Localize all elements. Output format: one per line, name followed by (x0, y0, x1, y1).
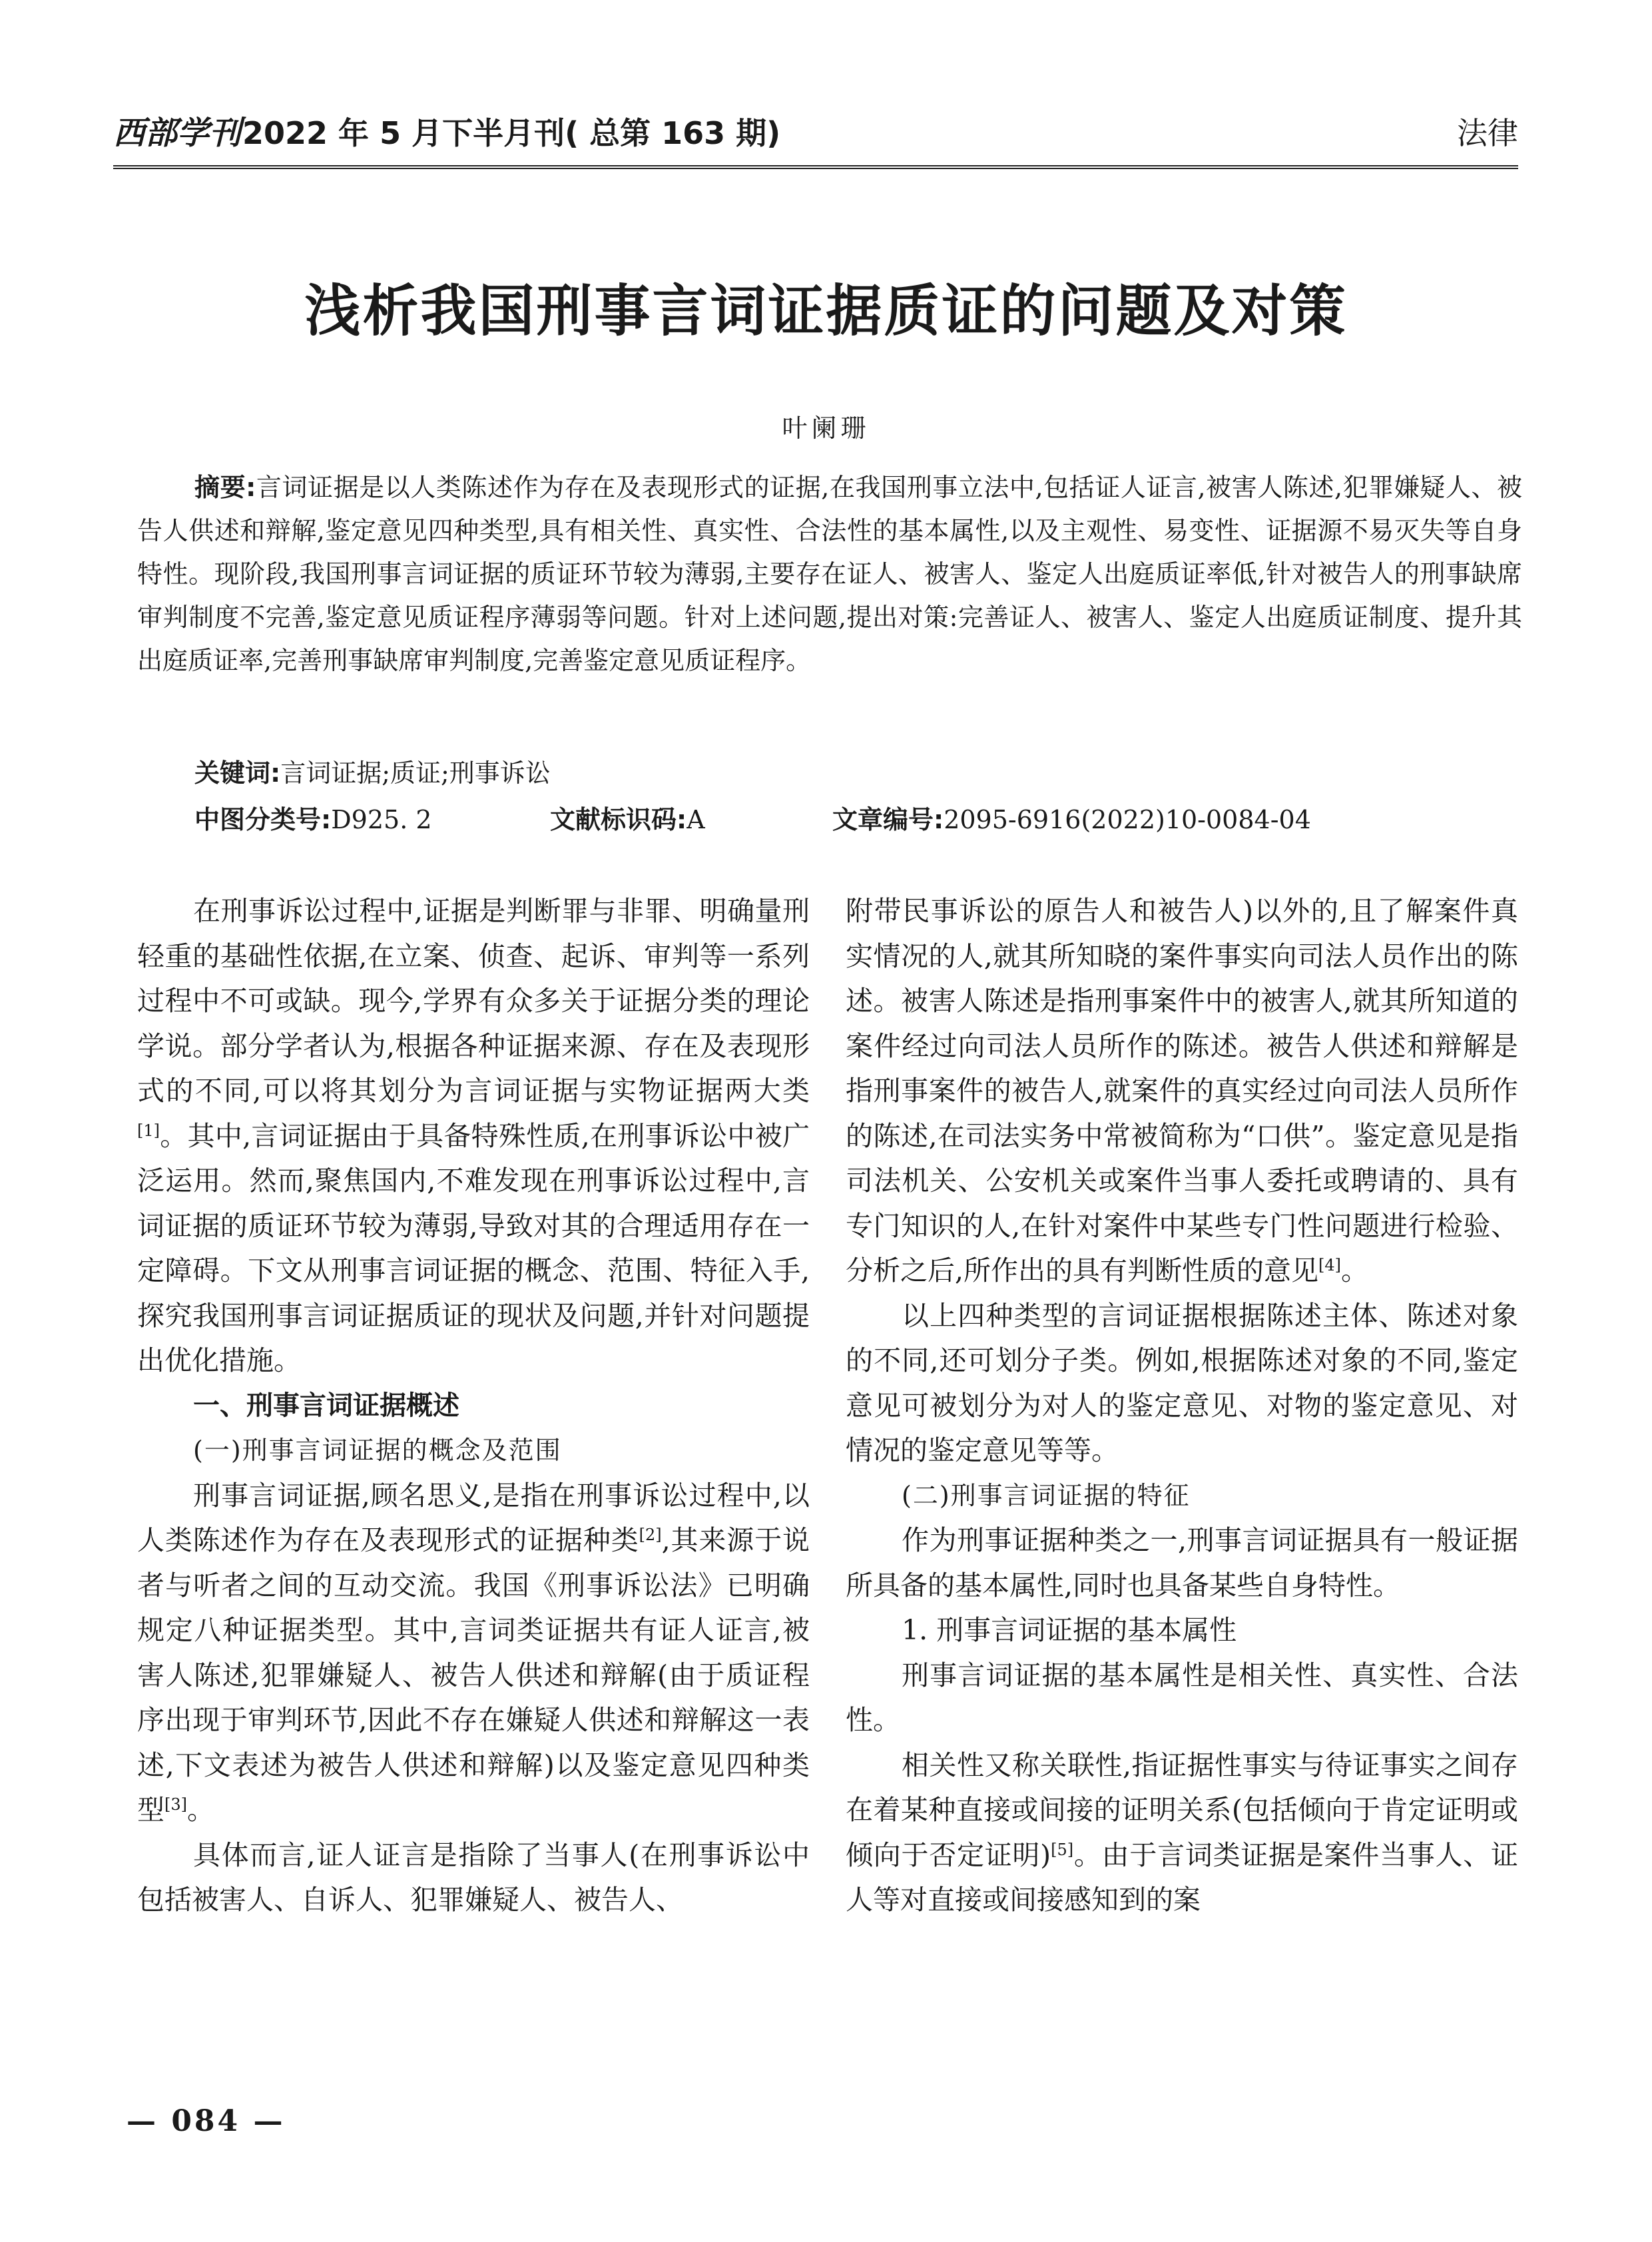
article-number-label: 文章编号: (832, 805, 944, 834)
citation-ref: [4] (1318, 1256, 1342, 1274)
paragraph (137, 889, 810, 1384)
paragraph-text: 刑事言词证据,顾名思义,是指在刑事诉讼过程中,以人类陈述作为存在及表现形式的证据种类 (137, 1479, 810, 1556)
citation-ref: [2] (639, 1526, 662, 1544)
classification-label: 中图分类号: (194, 805, 332, 834)
paragraph: 刑事言词证据的基本属性是相关性、真实性、合法性。 (846, 1659, 1518, 1736)
paragraph-text: 附带民事诉讼的原告人和被告人)以外的,且了解案件真实情况的人,就其所知晓的案件事实向司法人员作出的陈述。被害人陈述是指刑事案件中的被害人,就其所知道的案件经过向司法人员所作的陈述。被告人供述和辩解是指刑事案件的被告人,就案件的真实经过向司法人员所作的陈述,在司法实务中常被简称为“口供”。鉴定意见是指司法机关、公安机关或案件当事人委托或聘请的、具有专门知识的人,在针对案件中某些专门性问题进行检验、分析之后,所作出的具有判断性质的意见 (846, 895, 1518, 1286)
subsubsection-heading: 1. 刑事言词证据的基本属性 (902, 1614, 1237, 1646)
paragraph (846, 1743, 1518, 1923)
paragraph (846, 889, 1518, 1294)
citation-ref: [1] (137, 1121, 160, 1140)
abstract-text: 言词证据是以人类陈述作为存在及表现形式的证据,在我国刑事立法中,包括证人证言,被害人陈述,犯罪嫌疑人、被告人供述和辩解,鉴定意见四种类型,具有相关性、真实性、合法性的基本属性,以及主观性、易变性、证据源不易灭失等自身特性。现阶段,我国刑事言词证据的质证环节较为薄弱,主要存在证人、被害人、鉴定人出庭质证率低,针对被告人的刑事缺席审判制度不完善,鉴定意见质证程序薄弱等问题。针对上述问题,提出对策:完善证人、被害人、鉴定人出庭质证制度、提升其出庭质证率,完善刑事缺席审判制度,完善鉴定意见质证程序。 (137, 473, 1522, 675)
keywords (194, 752, 551, 789)
paragraph-text: 在刑事诉讼过程中,证据是判断罪与非罪、明确量刑轻重的基础性依据,在立案、侦查、起诉、审判等一系列过程中不可或缺。现今,学界有众多关于证据分类的理论学说。部分学者认为,根据各种证据来源、存在及表现形式的不同,可以将其划分为言词证据与实物证据两大类 (137, 895, 810, 1107)
citation-ref: [3] (164, 1795, 187, 1814)
doc-code-value: A (687, 805, 705, 834)
journal-issue (113, 107, 780, 153)
article-number (832, 799, 1311, 836)
classification-value: D925. 2 (331, 805, 432, 834)
paragraph-text: 。由于言词类证据是案件当事人、证人等对直接或间接感知到的案 (846, 1838, 1518, 1916)
journal-logo: 西部学刊 (113, 115, 242, 152)
subsection-heading: (二)刑事言词证据的特征 (902, 1480, 1191, 1510)
classification (194, 799, 432, 836)
paragraph-text: 相关性又称关联性,指证据性事实与待证事实之间存在着某种直接或间接的证明关系(包括倾向于肯定证明或倾向于否定证明) (846, 1749, 1518, 1871)
paragraph: 具体而言,证人证言是指除了当事人(在刑事诉讼中包括被害人、自诉人、犯罪嫌疑人、被告人、 (137, 1838, 810, 1916)
keywords-text: 言词证据;质证;刑事诉讼 (280, 758, 551, 788)
keywords-label: 关键词: (194, 758, 281, 788)
paragraph (137, 1474, 810, 1833)
paragraph: 以上四种类型的言词证据根据陈述主体、陈述对象的不同,还可划分子类。例如,根据陈述对象的不同,鉴定意见可被划分为对人的鉴定意见、对物的鉴定意见、对情况的鉴定意见等等。 (846, 1299, 1518, 1466)
citation-ref: [5] (1051, 1840, 1074, 1859)
article-number-value: 2095-6916(2022)10-0084-04 (944, 805, 1311, 834)
subsection-heading: (一)刑事言词证据的概念及范围 (193, 1436, 562, 1465)
paragraph-text: ,其来源于说者与听者之间的互动交流。我国《刑事诉讼法》已明确规定八种证据类型。其中,言词类证据共有证人证言,被害人陈述,犯罪嫌疑人、被告人供述和辩解(由于质证程序出现于审判环节,因此不存在嫌疑人供述和辩解这一表述,下文表述为被告人供述和辩解)以及鉴定意见四种类型 (137, 1524, 810, 1826)
running-header (113, 105, 1518, 169)
page-number: — 084 — (127, 2104, 286, 2138)
paragraph: 作为刑事证据种类之一,刑事言词证据具有一般证据所具备的基本属性,同时也具备某些自身特性。 (846, 1524, 1518, 1601)
paragraph-text: 。 (1341, 1255, 1369, 1286)
abstract (137, 466, 1522, 683)
section-category: 法律 (1457, 115, 1518, 151)
body-column-left (137, 889, 810, 1923)
article-title: 浅析我国刑事言词证据质证的问题及对策 (304, 278, 1348, 344)
paragraph-text: 。其中,言词证据由于具备特殊性质,在刑事诉讼中被广泛运用。然而,聚焦国内,不难发现在刑事诉讼过程中,言词证据的质证环节较为薄弱,导致对其的合理适用存在一定障碍。下文从刑事言词证据的概念、范围、特征入手,探究我国刑事言词证据质证的现状及问题,并针对问题提出优化措施。 (137, 1119, 810, 1376)
author-name: 叶阑珊 (782, 414, 870, 443)
doc-code (550, 799, 705, 836)
paragraph-text: 。 (187, 1794, 214, 1826)
issue-label: 2022 年 5 月下半月刊( 总第 163 期) (242, 115, 781, 151)
body-column-right (846, 889, 1518, 1923)
doc-code-label: 文献标识码: (550, 805, 687, 834)
abstract-label: 摘要: (194, 473, 256, 502)
section-heading: 一、刑事言词证据概述 (193, 1390, 459, 1421)
